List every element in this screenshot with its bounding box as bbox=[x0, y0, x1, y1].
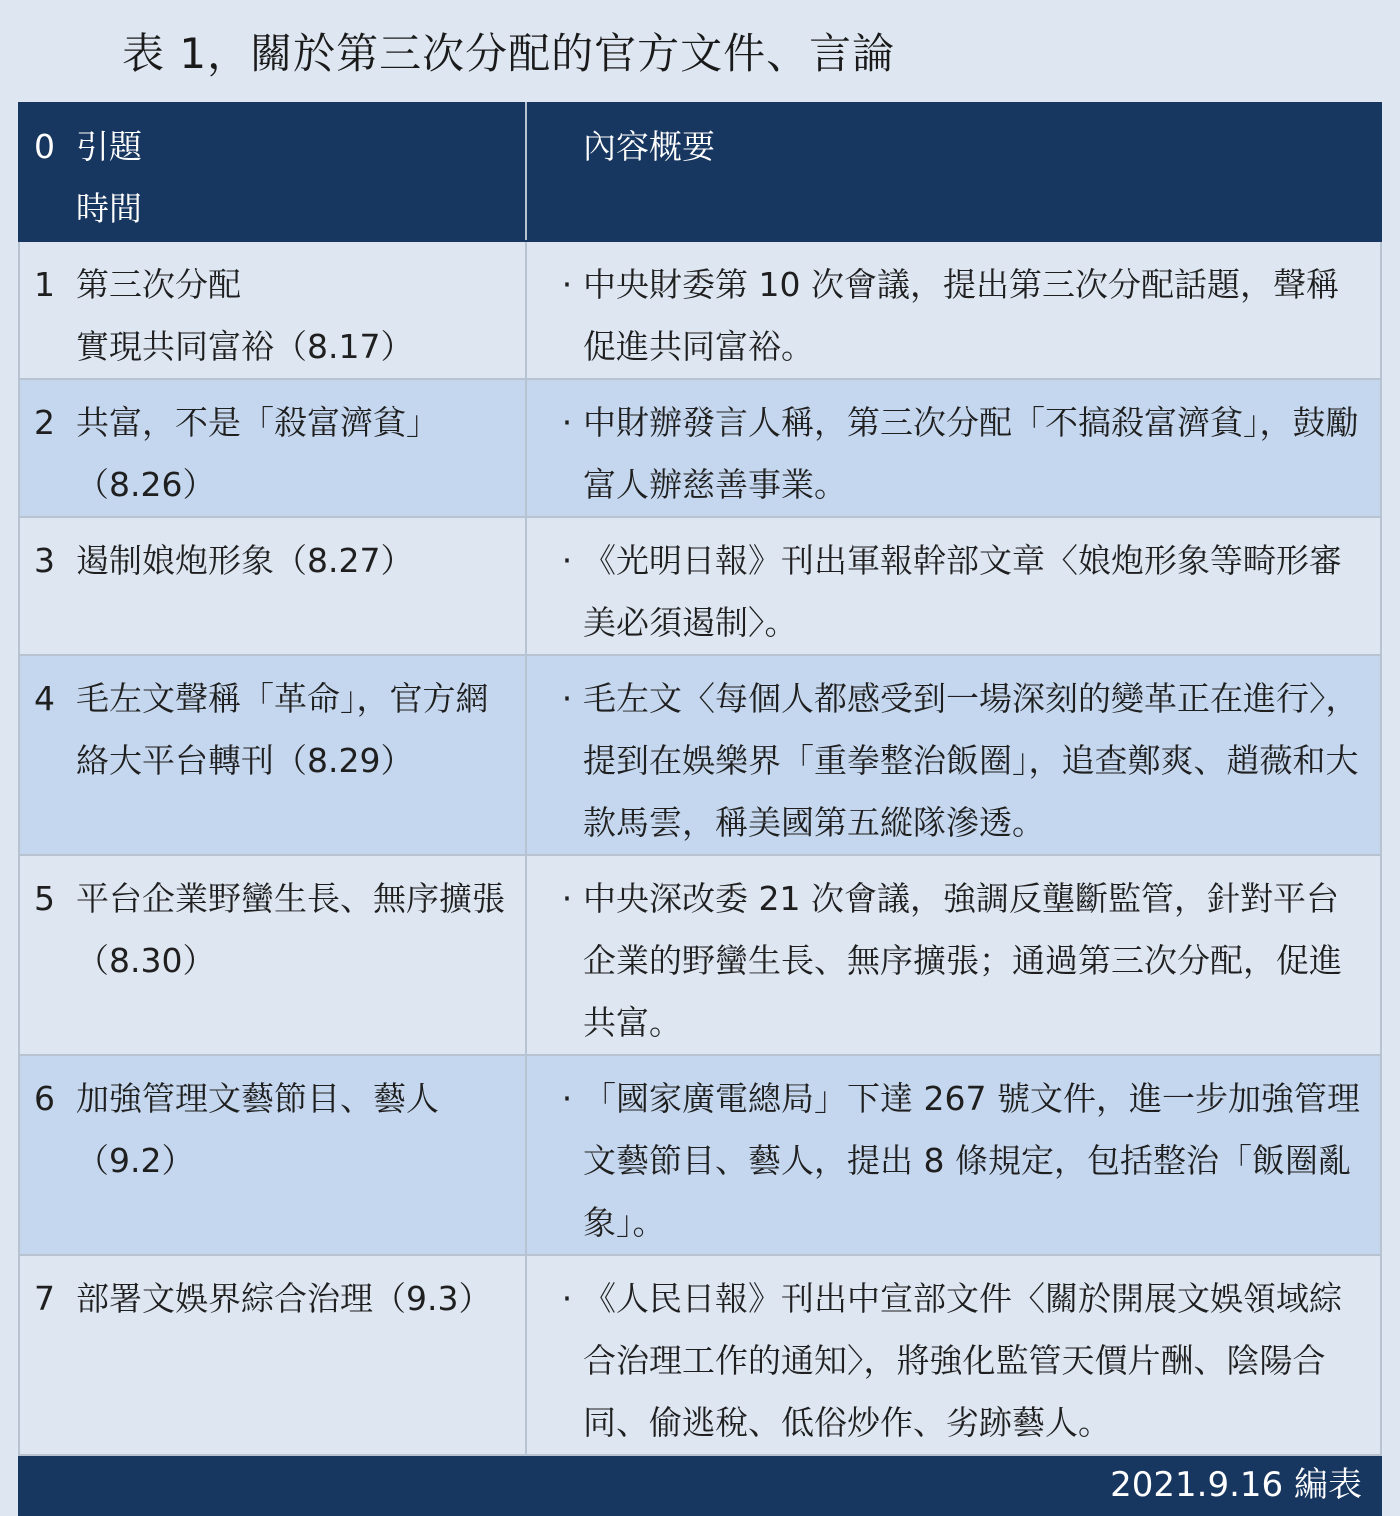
row-left-cell bbox=[19, 1055, 526, 1255]
row-title: 加強管理文藝節目、藝人（9.2） bbox=[76, 1079, 439, 1180]
row-right-cell bbox=[526, 517, 1381, 655]
bullet-icon: · bbox=[561, 879, 573, 918]
row-summary: 毛左文〈每個人都感受到一場深刻的變革正在進行〉，提到在娛樂界「重拳整治飯圈」，追查鄭爽、趙薇和大款馬雲，稱美國第五縱隊滲透。 bbox=[583, 679, 1359, 842]
header-num: 0 bbox=[34, 127, 55, 166]
row-right-cell bbox=[526, 241, 1381, 379]
header-left-cell bbox=[19, 103, 526, 241]
row-title: 平台企業野蠻生長、無序擴張（8.30） bbox=[76, 879, 505, 980]
table-row bbox=[19, 1055, 1381, 1255]
row-summary: 《人民日報》刊出中宣部文件〈關於開展文娛領域綜合治理工作的通知〉，將強化監管天價片酬、陰陽合同、偷逃稅、低俗炒作、劣跡藝人。 bbox=[583, 1279, 1342, 1442]
row-number: 1 bbox=[34, 265, 55, 304]
row-number: 7 bbox=[34, 1279, 55, 1318]
row-right-cell bbox=[526, 1055, 1381, 1255]
row-summary: 《光明日報》刊出軍報幹部文章〈娘炮形象等畸形審美必須遏制〉。 bbox=[583, 541, 1342, 642]
row-right-cell bbox=[526, 855, 1381, 1055]
row-number: 6 bbox=[34, 1079, 55, 1118]
row-right-cell bbox=[526, 1255, 1381, 1455]
bullet-icon: · bbox=[561, 679, 573, 718]
row-title: 部署文娛界綜合治理（9.3） bbox=[76, 1279, 492, 1318]
header-time-label: 時間 bbox=[76, 189, 142, 228]
row-summary: 「國家廣電總局」下達 267 號文件，進一步加強管理文藝節目、藝人，提出 8 條規定，包括整治「飯圈亂象」。 bbox=[583, 1079, 1360, 1242]
table-row bbox=[19, 1255, 1381, 1455]
row-left-cell bbox=[19, 517, 526, 655]
row-left-cell bbox=[19, 241, 526, 379]
row-number: 5 bbox=[34, 879, 55, 918]
table-row bbox=[19, 379, 1381, 517]
table-row bbox=[19, 517, 1381, 655]
row-number: 3 bbox=[34, 541, 55, 580]
bullet-icon: · bbox=[561, 403, 573, 442]
row-title: 第三次分配 實現共同富裕（8.17） bbox=[76, 265, 414, 366]
bullet-icon: · bbox=[561, 1079, 573, 1118]
summary-table bbox=[18, 102, 1382, 1516]
row-number: 4 bbox=[34, 679, 55, 718]
row-right-cell bbox=[526, 379, 1381, 517]
row-title: 共富，不是「殺富濟貧」（8.26） bbox=[76, 403, 439, 504]
bullet-icon: · bbox=[561, 1279, 573, 1318]
row-right-cell bbox=[526, 655, 1381, 855]
row-left-cell bbox=[19, 855, 526, 1055]
header-title-label: 引題 bbox=[76, 127, 142, 166]
row-number: 2 bbox=[34, 403, 55, 442]
table-title: 表 1，關於第三次分配的官方文件、言論 bbox=[122, 29, 896, 78]
footer-date: 2021.9.16 編表 bbox=[19, 1455, 1381, 1515]
row-summary: 中央財委第 10 次會議，提出第三次分配話題，聲稱促進共同富裕。 bbox=[583, 265, 1339, 366]
row-summary: 中央深改委 21 次會議，強調反壟斷監管，針對平台企業的野蠻生長、無序擴張；通過第三次分配，促進共富。 bbox=[583, 879, 1342, 1042]
table-footer-row bbox=[19, 1455, 1381, 1515]
header-right-cell bbox=[526, 103, 1381, 241]
row-left-cell bbox=[19, 655, 526, 855]
table-header-row bbox=[19, 103, 1381, 241]
header-summary-label: 內容概要 bbox=[583, 127, 715, 166]
row-left-cell bbox=[19, 379, 526, 517]
bullet-icon: · bbox=[561, 265, 573, 304]
bullet-icon: · bbox=[561, 541, 573, 580]
table-row bbox=[19, 241, 1381, 379]
table-row bbox=[19, 655, 1381, 855]
row-title: 遏制娘炮形象（8.27） bbox=[76, 541, 414, 580]
table-row bbox=[19, 855, 1381, 1055]
row-left-cell bbox=[19, 1255, 526, 1455]
row-summary: 中財辦發言人稱，第三次分配「不搞殺富濟貧」，鼓勵富人辦慈善事業。 bbox=[583, 403, 1359, 504]
row-title: 毛左文聲稱「革命」，官方網絡大平台轉刊（8.29） bbox=[76, 679, 489, 780]
